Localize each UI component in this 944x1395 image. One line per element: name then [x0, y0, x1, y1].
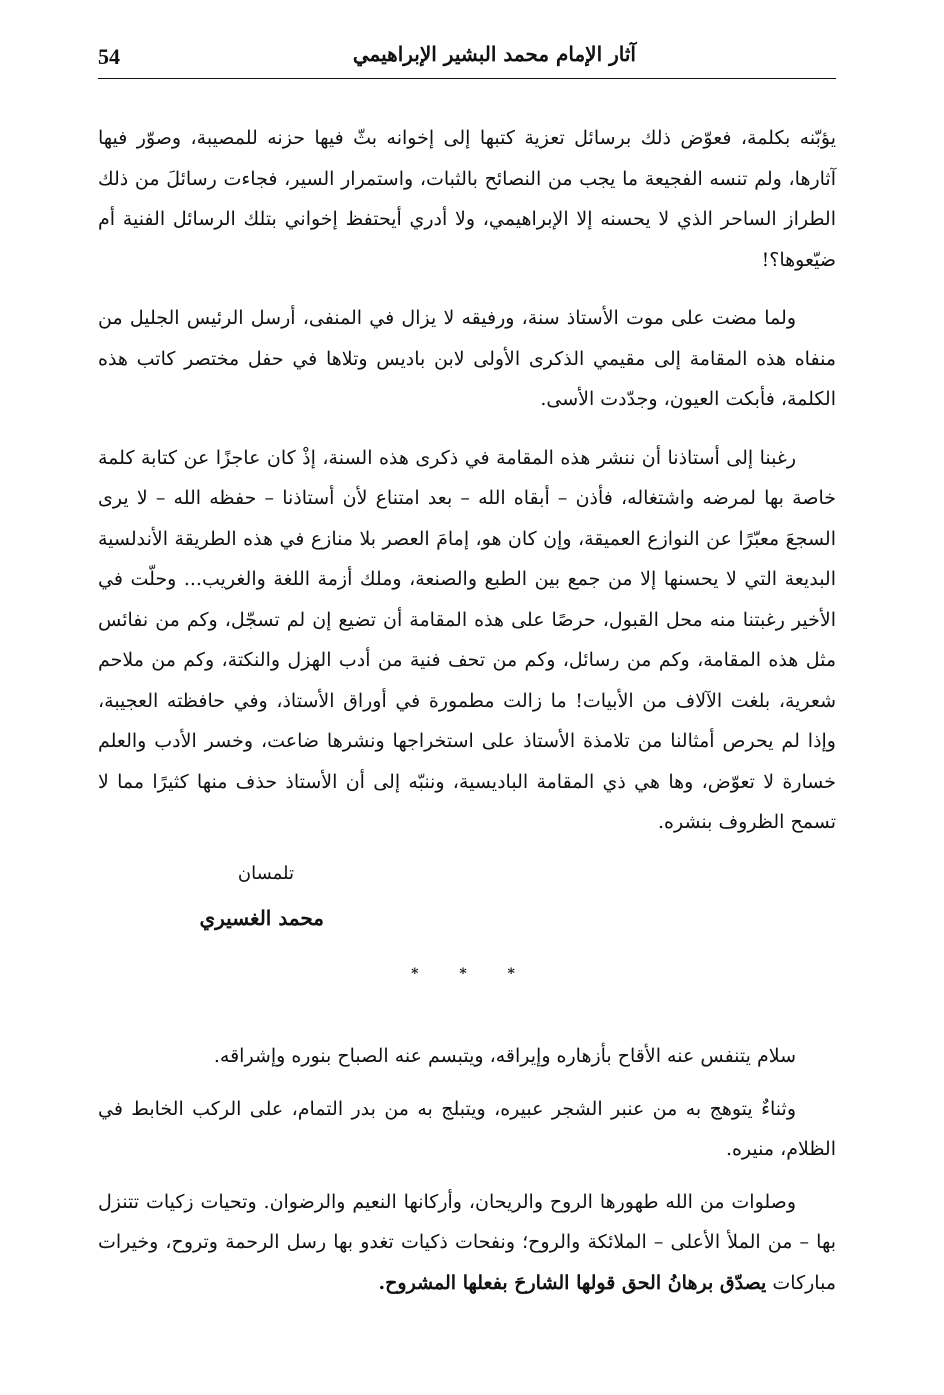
paragraph-2: ولما مضت على موت الأستاذ سنة، ورفيقه لا يزال في المنفى، أرسل الرئيس الجليل من منفاه هذه المقامة إلى مقيمي الذكرى الأولى لابن باديس وتلاها في حفل مختصر كاتب هذه الكلمة، فأبكت العيون، وجدّدت الأسى.: [98, 307, 836, 410]
maqama-paragraph-3: [98, 1182, 836, 1304]
maqama-paragraph-2: وثناءٌ يتوهج به من عنبر الشجر عبيره، ويتبلج به من بدر التمام، على الركب الخابط في الظلام، منيره.: [98, 1097, 836, 1160]
maqama-paragraph-1: سلام يتنفس عنه الأقاح بأزهاره وإيراقه، ويتبسم عنه الصباح بنوره وإشراقه.: [213, 1045, 796, 1067]
maqama-paragraph-3-text: وصلوات من الله طهورها الروح والريحان، وأركانها النعيم والرضوان. وتحيات زكيات تتنزل بها – من الملأ الأعلى – الملائكة والروح؛ ونفحات ذكيات تغدو بها رسل الرحمة وتروح، وخيرات مباركات: [98, 1190, 836, 1294]
signature-place: تلمسان: [237, 863, 294, 884]
page-number: 54: [98, 44, 120, 69]
intro-text: [98, 118, 836, 843]
section-separator: * * *: [411, 966, 533, 982]
maqama-emphasis: يصدّق برهانُ الحق قولها الشارحَ بفعلها المشروح.: [378, 1271, 767, 1294]
paragraph-1: يؤبّنه بكلمة، فعوّض ذلك برسائل تعزية كتبها إلى إخوانه بثّ فيها حزنه للمصيبة، وصوّر فيها آثارها، ولم تنسه الفجيعة ما يجب من النصائح بالثبات، واستمرار السير، فجاءت رسائلَ من ذلك الطراز الساحر الذي لا يحسنه إلا الإبراهيمي، ولا أدري أيحتفظ إخواني بتلك الرسائل الفنية أم ضيّعوها؟!: [98, 127, 836, 271]
signature-name: محمد الغسيري: [199, 906, 324, 930]
page-header: [98, 40, 836, 79]
maqama-text: [98, 1036, 836, 1315]
signature-block: [199, 852, 324, 940]
paragraph-3: رغبنا إلى أستاذنا أن ننشر هذه المقامة في ذكرى هذه السنة، إذْ كان عاجزًا عن كتابة كلمة خاصة بها لمرضه واشتغاله، فأذن – أبقاه الله – بعد امتناع لأن أستاذنا – حفظه الله – لا يرى السجعَ معبّرًا عن النوازع العميقة، وإن كان هو، إمامَ العصر بلا منازع في هذه الطريقة الأندلسية البديعة التي لا يحسنها إلا من جمع بين الطبع والصنعة، وملك أزمة اللغة والغريب... وحلّت في الأخير رغبتنا منه محل القبول، حرصًا على هذه المقامة أن تضيع إن لم تسجّل، وكم من نفائس مثل هذه المقامة، وكم من رسائل، وكم من تحف فنية من أدب الهزل والنكتة، وكم من ملاحم شعرية، بلغت الآلاف من الأبيات! ما زالت مطمورة في أوراق الأستاذ، وفي حافظته العجيبة، وإذا لم يحرص أمثالنا من تلامذة الأستاذ على استخراجها ونشرها ضاعت، وخسر الأدب والعلم خسارة لا تعوّض، وها هي ذي المقامة الباديسية، وننبّه إلى أن الأستاذ حذف منها كثيرًا مما لا تسمح الظروف بنشره.: [98, 446, 836, 833]
running-title: آثار الإمام محمد البشير الإبراهيمي: [352, 42, 636, 66]
